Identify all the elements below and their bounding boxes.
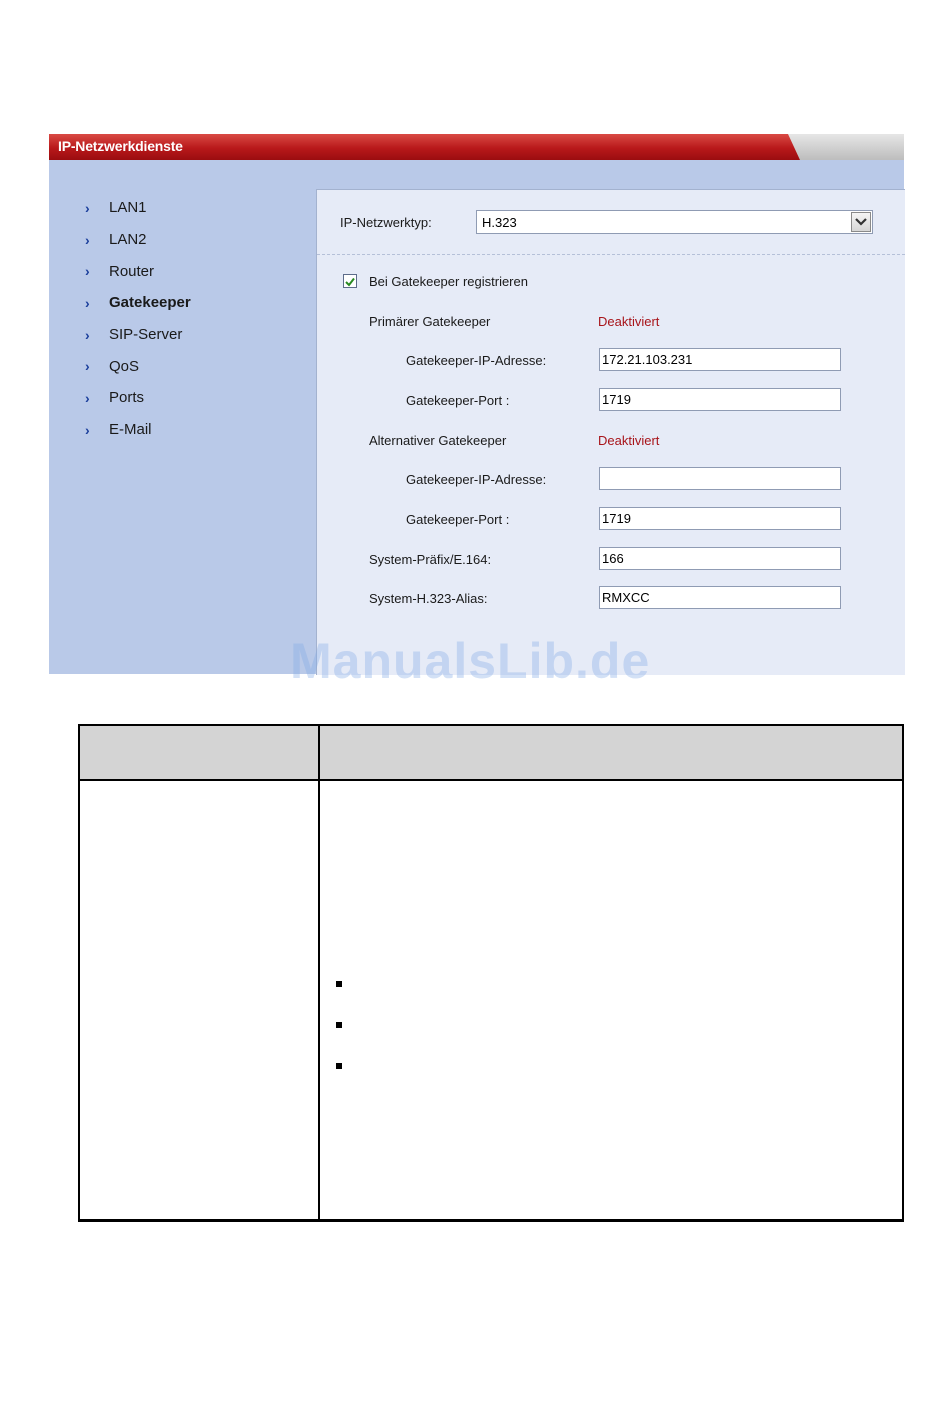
chevron-right-icon: › — [85, 421, 90, 438]
chevron-right-icon: › — [85, 199, 90, 216]
sidebar-item-gatekeeper[interactable] — [85, 287, 191, 319]
watermark: ManualsLib.de — [290, 633, 651, 689]
table-header-border — [78, 779, 904, 781]
sidebar-item-label: Gatekeeper — [109, 294, 191, 312]
sidebar-item-label: LAN1 — [109, 199, 147, 217]
sidebar-nav — [85, 192, 191, 446]
titlebar-tab-edge — [774, 134, 904, 160]
primary-ip-input[interactable] — [599, 348, 841, 371]
alternate-port-label: Gatekeeper-Port : — [406, 512, 510, 527]
check-icon — [344, 276, 356, 288]
system-alias-label: System-H.323-Alias: — [369, 591, 488, 606]
table-border-top — [78, 724, 904, 726]
window-title: IP-Netzwerkdienste — [58, 138, 183, 154]
primary-gatekeeper-label: Primärer Gatekeeper — [369, 314, 491, 329]
description-table — [78, 724, 904, 1222]
sidebar-item-ports[interactable] — [85, 382, 191, 414]
sidebar-item-label: LAN2 — [109, 231, 147, 249]
table-border-bottom — [78, 1219, 904, 1222]
sidebar-item-router[interactable] — [85, 255, 191, 287]
chevron-right-icon: › — [85, 263, 90, 280]
alternate-gatekeeper-label: Alternativer Gatekeeper — [369, 433, 507, 448]
window-titlebar — [49, 134, 904, 160]
sidebar-item-label: QoS — [109, 357, 140, 375]
register-gatekeeper-checkbox[interactable] — [343, 274, 357, 288]
system-prefix-input[interactable] — [599, 547, 841, 570]
sidebar-item-email[interactable] — [85, 414, 191, 446]
bullet-marker — [336, 981, 342, 987]
chevron-right-icon: › — [85, 389, 90, 406]
alternate-ip-label: Gatekeeper-IP-Adresse: — [406, 472, 547, 487]
register-gatekeeper-label: Bei Gatekeeper registrieren — [369, 274, 528, 289]
alternate-port-input[interactable] — [599, 507, 841, 530]
sidebar-item-label: Router — [109, 262, 155, 280]
sidebar-item-label: SIP-Server — [109, 326, 183, 344]
network-type-label: IP-Netzwerktyp: — [340, 215, 432, 230]
chevron-right-icon: › — [85, 326, 90, 343]
system-alias-input[interactable] — [599, 586, 841, 609]
primary-gatekeeper-status: Deaktiviert — [598, 314, 660, 329]
sidebar-item-lan1[interactable] — [85, 192, 191, 224]
alternate-ip-input[interactable] — [599, 467, 841, 490]
primary-ip-label: Gatekeeper-IP-Adresse: — [406, 353, 547, 368]
sidebar-item-label: E-Mail — [109, 421, 152, 439]
chevron-right-icon: › — [85, 231, 90, 248]
chevron-down-icon — [852, 213, 870, 231]
primary-port-label: Gatekeeper-Port : — [406, 393, 510, 408]
primary-port-input[interactable] — [599, 388, 841, 411]
bullet-marker — [336, 1022, 342, 1028]
sidebar-item-qos[interactable] — [85, 350, 191, 382]
bullet-marker — [336, 1063, 342, 1069]
sidebar-item-label: Ports — [109, 389, 145, 407]
chevron-right-icon: › — [85, 294, 90, 311]
alternate-gatekeeper-status: Deaktiviert — [598, 433, 660, 448]
ip-network-services-window — [49, 134, 904, 674]
network-type-value: H.323 — [482, 215, 517, 230]
sidebar-item-lan2[interactable] — [85, 224, 191, 256]
system-prefix-label: System-Präfix/E.164: — [369, 552, 492, 567]
sidebar-item-sip-server[interactable] — [85, 319, 191, 351]
network-type-select[interactable] — [476, 210, 873, 234]
table-border-left — [78, 724, 80, 1222]
gatekeeper-settings-panel — [316, 189, 905, 675]
section-divider — [317, 254, 905, 255]
table-header — [78, 726, 904, 779]
table-border-right — [902, 724, 904, 1222]
table-column-divider — [318, 724, 320, 1222]
chevron-right-icon: › — [85, 358, 90, 375]
dropdown-button[interactable] — [851, 212, 871, 232]
